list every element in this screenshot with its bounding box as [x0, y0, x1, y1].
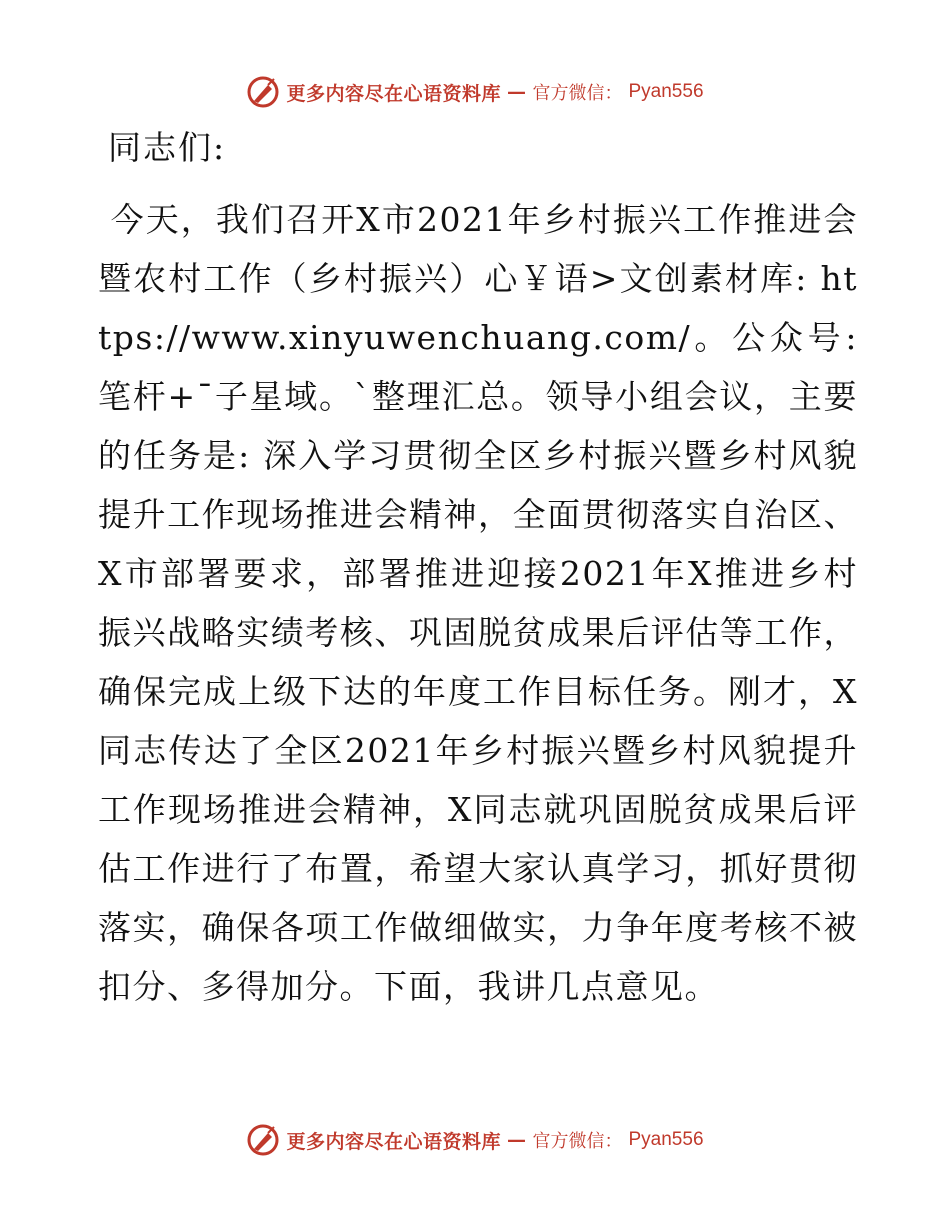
quill-logo-icon: [246, 75, 280, 109]
speech-paragraph: [98, 190, 858, 1016]
header-brand-text: 更多内容尽在心语资料库: [286, 82, 501, 105]
footer-watermark-banner: [0, 1120, 950, 1160]
header-watermark-banner: [0, 72, 950, 112]
footer-separator: —: [507, 1129, 527, 1151]
salutation: 同志们:: [108, 128, 227, 167]
footer-wechat-label: 官方微信：: [532, 1131, 623, 1152]
header-wechat-label: 官方微信：: [532, 83, 623, 104]
quill-logo-icon: [246, 1123, 280, 1157]
speech-paragraph-text: 今天，我们召开X市2021年乡村振兴工作推进会暨农村工作（乡村振兴）心￥语>文创素材库: https://www.xinyuwenchuang.com/。公众号: 笔杆+¯子星域。`整理汇总。领导小组会议，主要的任务是: 深入学习贯彻全区乡村振兴暨乡村风貌提升工作现场推进会精神，全面贯彻落实自治区、X市部署要求，部署推进迎接2021年X推进乡村振兴战略实绩考核、巩固脱贫成果后评估等工作，确保完成上级下达的年度工作目标任务。刚才，X同志传达了全区2021年乡村振兴暨乡村风貌提升工作现场推进会精神，X同志就巩固脱贫成果后评估工作进行了布置，希望大家认真学习，抓好贯彻落实，确保各项工作做细做实，力争年度考核不被扣分、多得加分。下面，我讲几点意见。: [98, 200, 858, 1006]
footer-wechat-id: Pyan556: [628, 1129, 704, 1150]
header-separator: —: [507, 81, 527, 103]
header-wechat-id: Pyan556: [628, 81, 704, 102]
footer-brand-text: 更多内容尽在心语资料库: [286, 1130, 501, 1153]
